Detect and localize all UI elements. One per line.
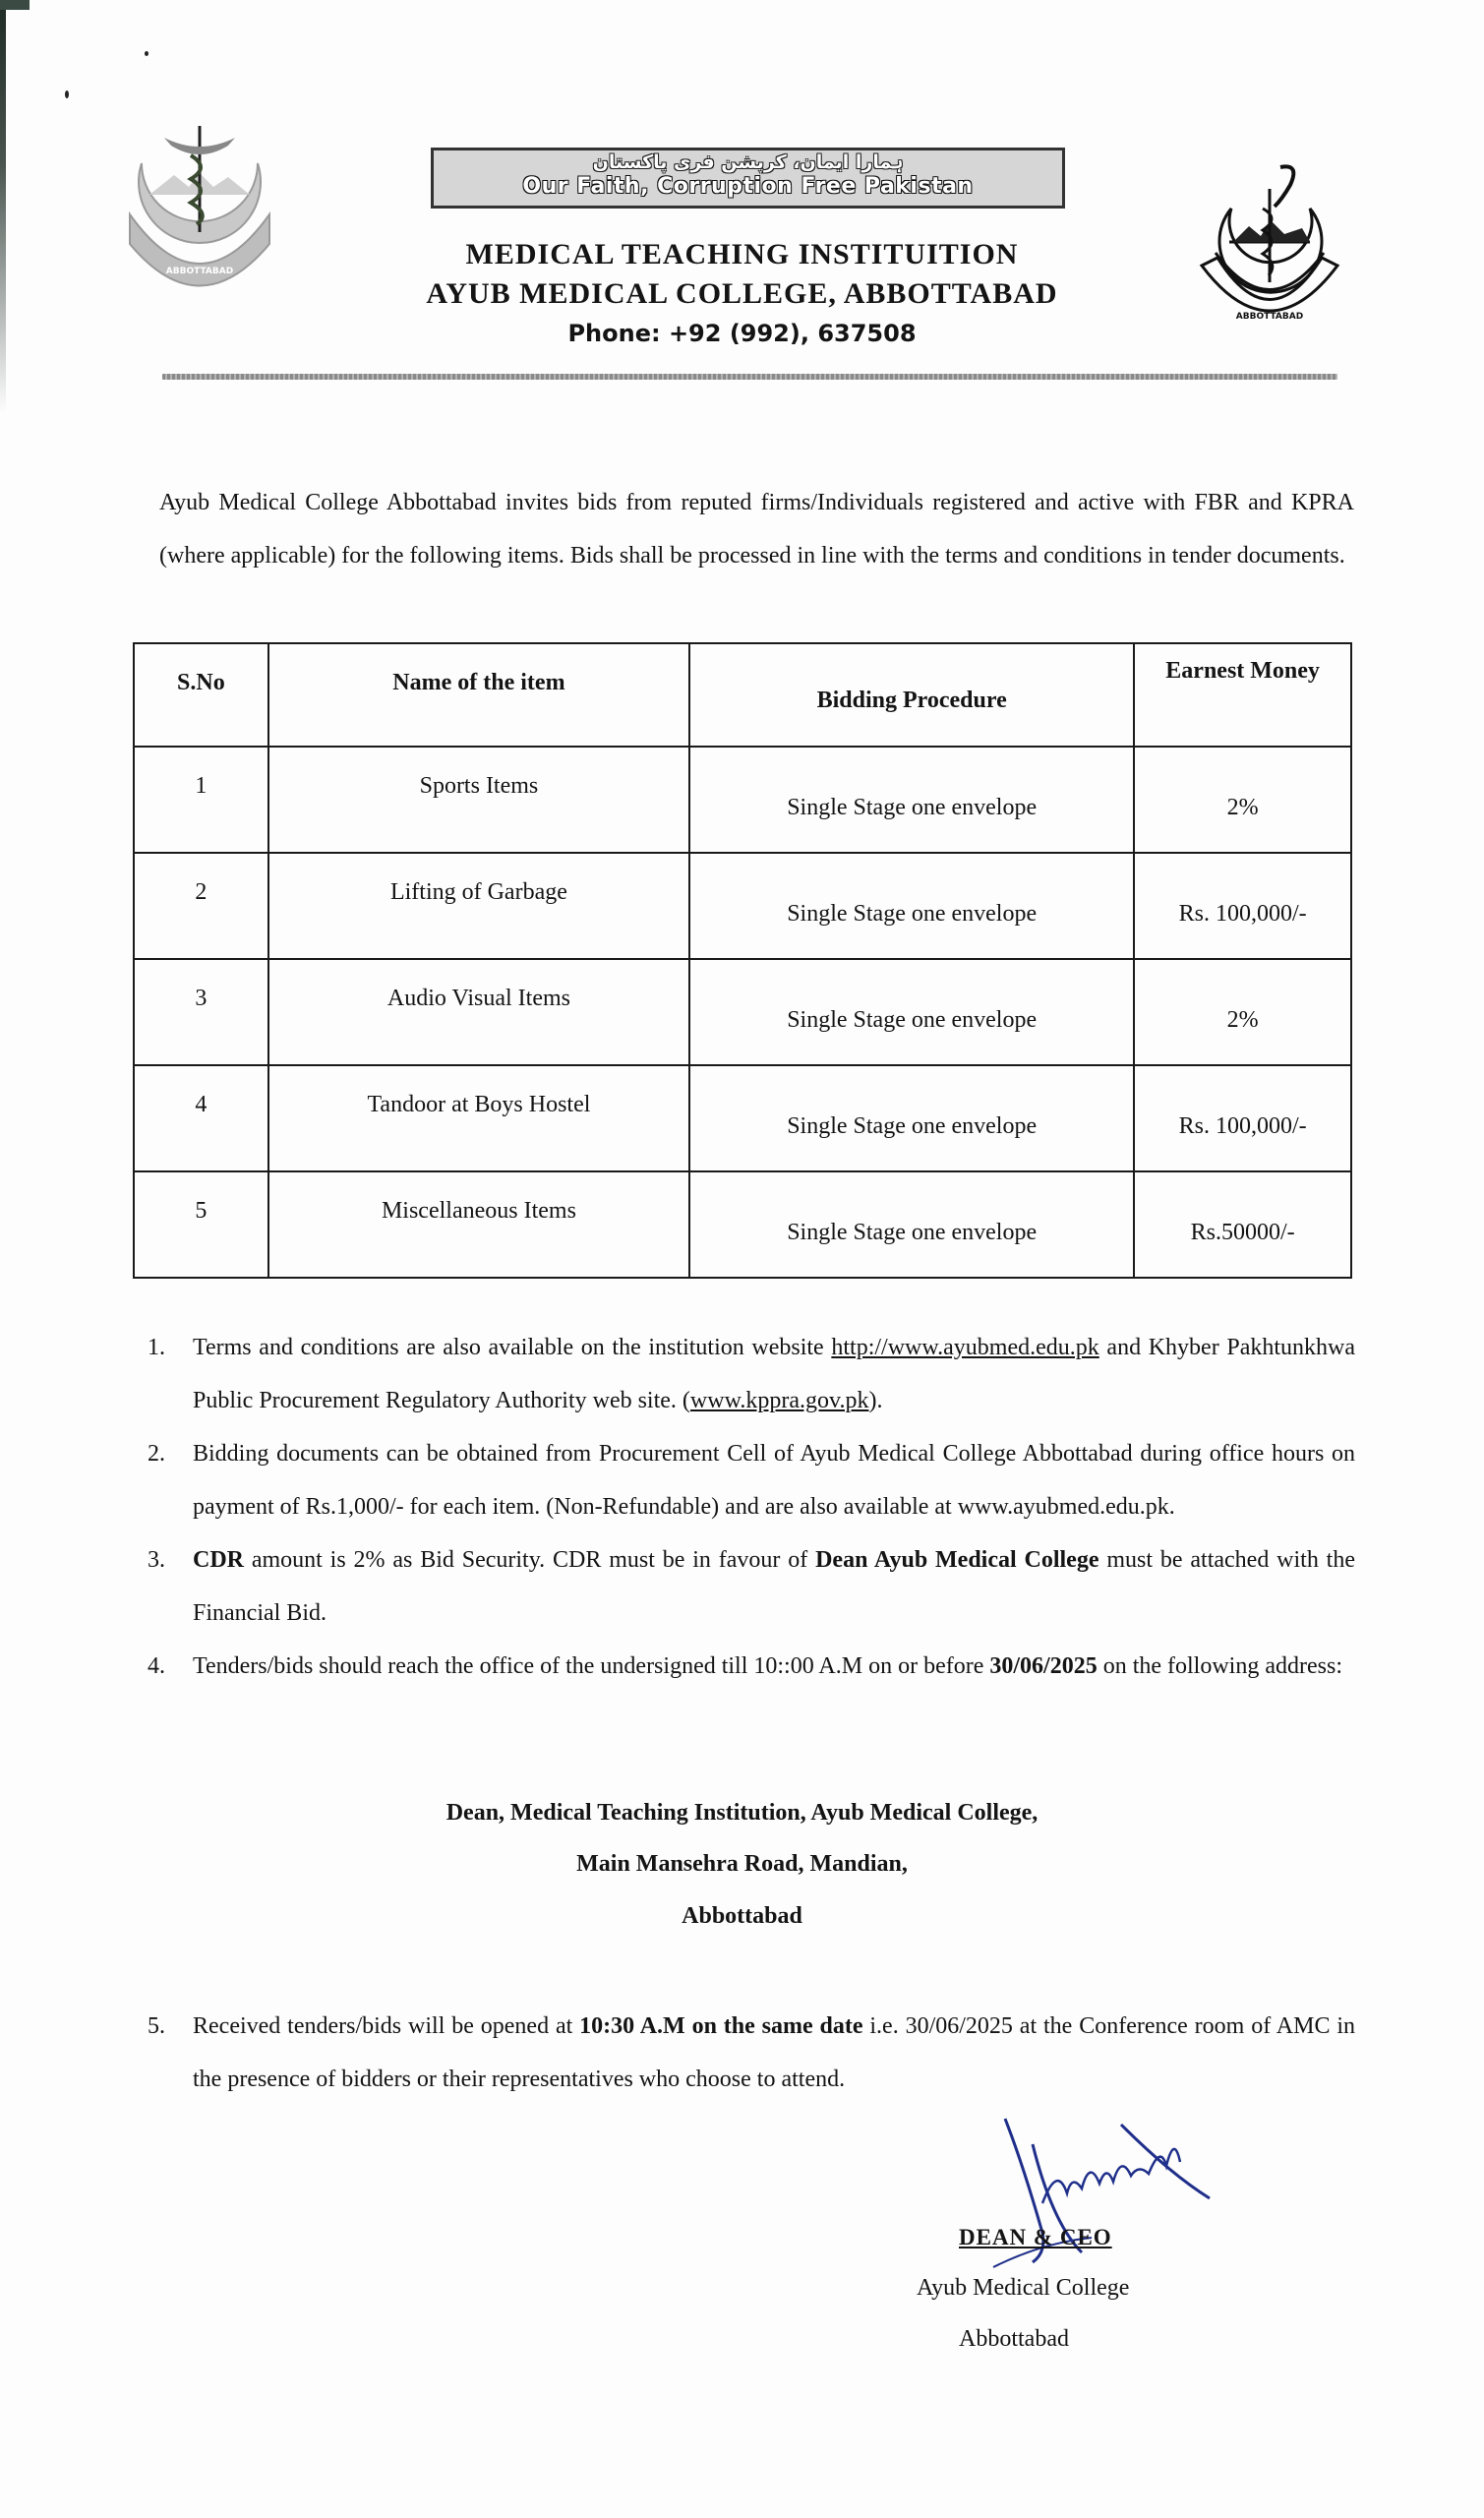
signatory-title: DEAN & CEO [959, 2225, 1112, 2249]
cell-sno: 3 [134, 959, 268, 1065]
tender-items-table [133, 642, 1352, 1279]
terms-list [148, 1321, 1355, 1693]
cell-earnest: Rs.50000/- [1134, 1171, 1351, 1278]
table-row [134, 1065, 1351, 1171]
terms-list-continued [148, 2000, 1355, 2106]
cell-procedure: Single Stage one envelope [689, 1065, 1134, 1171]
cell-procedure: Single Stage one envelope [689, 747, 1134, 853]
header-bidding-procedure: Bidding Procedure [689, 643, 1134, 747]
cell-item: Sports Items [268, 747, 689, 853]
cell-procedure: Single Stage one envelope [689, 853, 1134, 959]
list-item: 1. Terms and conditions are also available on the institution website http://www.ayubmed.edu.pk and Khyber Pakhtunkhwa Public Procurement Regulatory Authority web site. (www.kppra.gov.pk). [148, 1335, 1356, 1413]
cell-item: Miscellaneous Items [268, 1171, 689, 1278]
institution-website-link[interactable]: http://www.ayubmed.edu.pk [831, 1335, 1099, 1360]
cell-procedure: Single Stage one envelope [689, 1171, 1134, 1278]
cell-item: Audio Visual Items [268, 959, 689, 1065]
cell-item: Tandoor at Boys Hostel [268, 1065, 689, 1171]
cell-procedure: Single Stage one envelope [689, 959, 1134, 1065]
cell-sno: 1 [134, 747, 268, 853]
list-item: 5. Received tenders/bids will be opened at 10:30 A.M on the same date i.e. 30/06/2025 at the Conference room of AMC in the presence of bidders or their representatives who choose to attend. [148, 2013, 1355, 2092]
intro-paragraph: Ayub Medical College Abbottabad invites bids from reputed firms/Individuals registered and active with FBR and KPRA (where applicable) for the following items. Bids shall be processed in line with the terms and conditions in tender documents. [159, 490, 1354, 569]
header-earnest-money: Earnest Money [1134, 643, 1351, 747]
table-header-row [134, 643, 1351, 747]
table-row [134, 747, 1351, 853]
header-divider [162, 374, 1337, 380]
address-line-1: Dean, Medical Teaching Institution, Ayub Medical College, [445, 1800, 1039, 1826]
table-row [134, 959, 1351, 1065]
cell-sno: 2 [134, 853, 268, 959]
banner-motto-text: Our Faith, Corruption Free Pakistan [522, 174, 974, 199]
cell-earnest: 2% [1134, 959, 1351, 1065]
list-item: 4. Tenders/bids should reach the office of the undersigned till 10::00 A.M on or before 30/06/2025 on the following address: [148, 1653, 1342, 1679]
cell-earnest: Rs. 100,000/- [1134, 853, 1351, 959]
signatory-city: Abbottabad [959, 2326, 1069, 2352]
scan-speck [145, 51, 148, 56]
table-row [134, 1171, 1351, 1278]
scan-speck [65, 90, 69, 98]
cell-earnest: Rs. 100,000/- [1134, 1065, 1351, 1171]
motto-banner [431, 148, 1065, 209]
cell-sno: 4 [134, 1065, 268, 1171]
phone-number: Phone: +92 (992), 637508 [567, 320, 917, 347]
cell-earnest: 2% [1134, 747, 1351, 853]
svg-text:ABBOTTABAD: ABBOTTABAD [1235, 312, 1304, 322]
list-item: 3. CDR amount is 2% as Bid Security. CDR must be in favour of Dean Ayub Medical College must be attached with the Financial Bid. [148, 1547, 1355, 1626]
institution-title: MEDICAL TEACHING INSTITUITION [465, 238, 1019, 270]
address-line-2: Main Mansehra Road, Mandian, [576, 1851, 908, 1877]
svg-text:ABBOTTABAD: ABBOTTABAD [165, 267, 234, 276]
banner-urdu-text: ہمارا ایمان، کرپشن فری پاکستان [592, 151, 904, 173]
cell-sno: 5 [134, 1171, 268, 1278]
scan-corner-shadow [0, 0, 30, 10]
scan-edge-shadow [0, 0, 6, 413]
address-line-3: Abbottabad [682, 1903, 802, 1929]
kppra-website-link[interactable]: www.kppra.gov.pk [689, 1388, 869, 1413]
header-item-name: Name of the item [268, 643, 689, 747]
cell-item: Lifting of Garbage [268, 853, 689, 959]
signatory-organization: Ayub Medical College [917, 2275, 1130, 2301]
table-row [134, 853, 1351, 959]
header-sno: S.No [134, 643, 268, 747]
list-item: 2. Bidding documents can be obtained from Procurement Cell of Ayub Medical College Abbottabad during office hours on payment of Rs.1,000/- for each item. (Non-Refundable) and are also available at www.ayubmed.edu.pk. [148, 1441, 1355, 1520]
college-title: AYUB MEDICAL COLLEGE, ABBOTTABAD [426, 277, 1058, 310]
